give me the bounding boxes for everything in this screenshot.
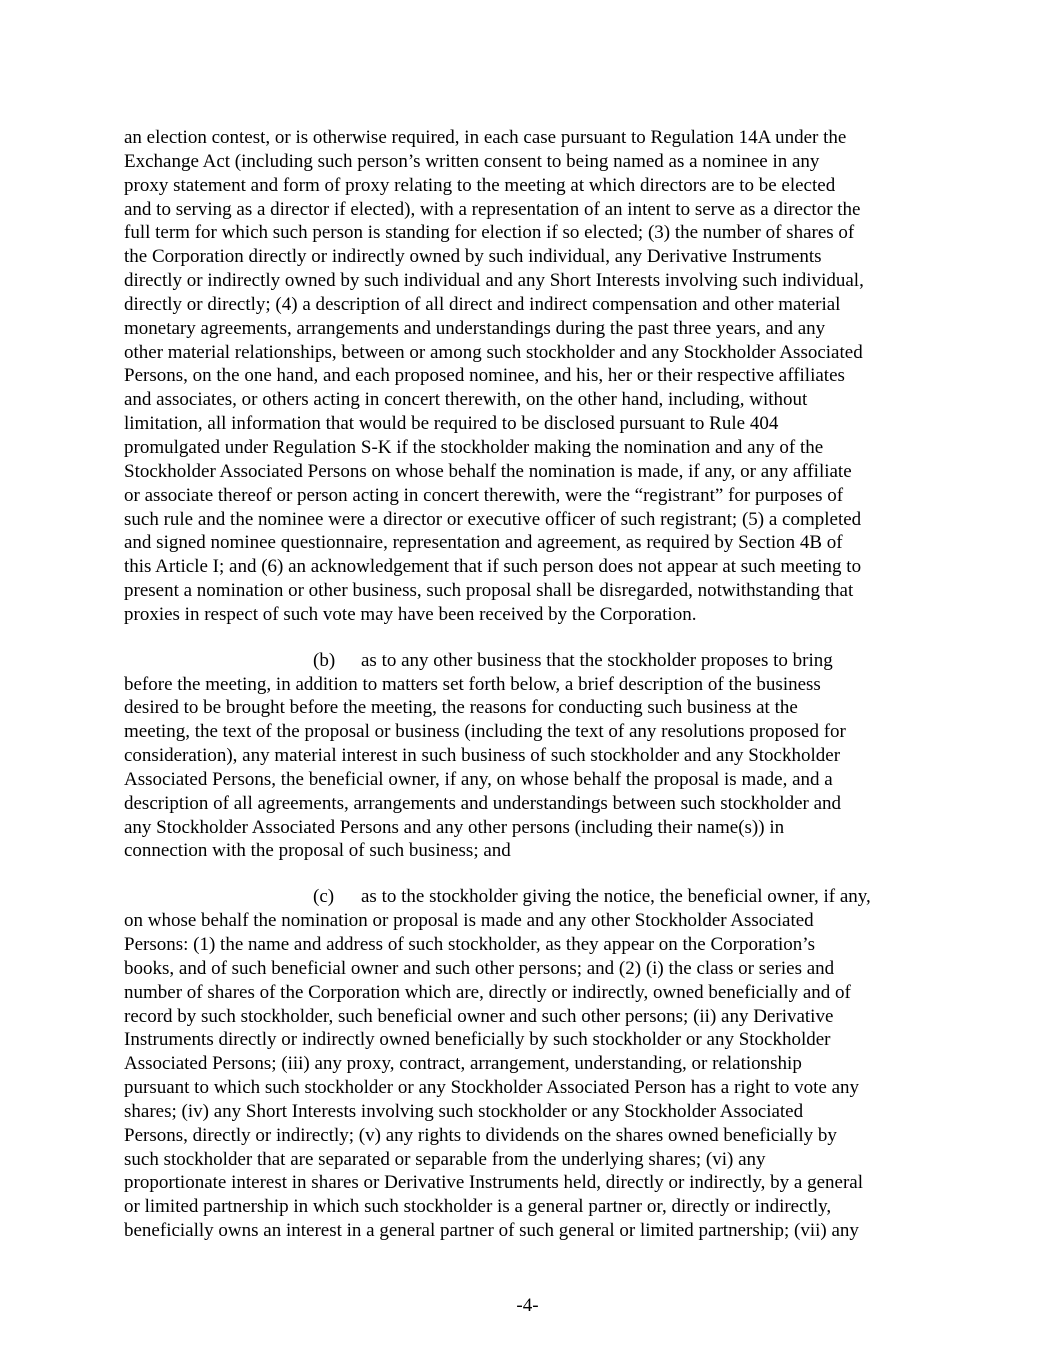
paragraph-c-first-line (124, 885, 936, 909)
text-line: other material relationships, between or among such stockholder and any Stockholder Associated (124, 341, 863, 363)
paragraph-b-first-line (124, 649, 936, 673)
text-line: an election contest, or is otherwise required, in each case pursuant to Regulation 14A under the (124, 127, 847, 148)
text-line: any Stockholder Associated Persons and any other persons (including their name(s)) in (124, 816, 785, 838)
text-line: or associate thereof or person acting in concert therewith, were the “registrant” for purposes of (124, 484, 844, 506)
text-line: monetary agreements, arrangements and understandings during the past three years, and any (124, 317, 826, 339)
text-line: Persons, on the one hand, and each proposed nominee, and his, her or their respective affiliates (124, 365, 845, 387)
text-line: number of shares of the Corporation which are, directly or indirectly, owned beneficially and of (124, 981, 851, 1003)
text-line: shares; (iv) any Short Interests involving such stockholder or any Stockholder Associated (124, 1100, 804, 1122)
text-line: Instruments directly or indirectly owned beneficially by such stockholder or any Stockholder (124, 1029, 831, 1051)
text-line: Associated Persons, the beneficial owner, if any, on whose behalf the proposal is made, and a (124, 768, 833, 790)
text-line: before the meeting, in addition to matters set forth below, a brief description of the business (124, 673, 821, 695)
text-line: full term for which such person is standing for election if so elected; (3) the number of shares of (124, 222, 855, 244)
text-line: desired to be brought before the meeting, the reasons for conducting such business at the (124, 697, 798, 719)
text-line: such stockholder that are separated or separable from the underlying shares; (vi) any (124, 1148, 766, 1170)
text-line: beneficially owns an interest in a general partner of such general or limited partnership; (vii) any (124, 1220, 859, 1242)
document-page (124, 126, 936, 1243)
text-line: limitation, all information that would be required to be disclosed pursuant to Rule 404 (124, 413, 779, 435)
text-line: and associates, or others acting in concert therewith, on the other hand, including, without (124, 389, 808, 411)
text-line: Persons, directly or indirectly; (v) any rights to dividends on the shares owned beneficially by (124, 1124, 837, 1146)
text-line: directly or indirectly owned by such individual and any Short Interests involving such individual, (124, 270, 864, 292)
text-line: present a nomination or other business, such proposal shall be disregarded, notwithstanding that (124, 580, 854, 602)
text-line: Persons: (1) the name and address of such stockholder, as they appear on the Corporation’s (124, 934, 815, 955)
text-line: and signed nominee questionnaire, representation and agreement, as required by Section 4B of (124, 532, 843, 554)
text-line: such rule and the nominee were a director or executive officer of such registrant; (5) a completed (124, 508, 862, 530)
text-line: promulgated under Regulation S-K if the stockholder making the nomination and any of the (124, 436, 824, 458)
text-line: description of all agreements, arrangements and understandings between such stockholder and (124, 792, 842, 814)
text-line: and to serving as a director if elected), with a representation of an intent to serve as a director the (124, 198, 861, 220)
text-line: connection with the proposal of such business; and (124, 840, 511, 862)
text-line: on whose behalf the nomination or proposal is made and any other Stockholder Associated (124, 910, 814, 932)
text-line: proportionate interest in shares or Derivative Instruments held, directly or indirectly, by a general (124, 1172, 863, 1194)
text-line: Stockholder Associated Persons on whose behalf the nomination is made, if any, or any affiliate (124, 460, 852, 482)
paragraph-b (124, 649, 936, 864)
text-line: proxies in respect of such vote may have been received by the Corporation. (124, 603, 697, 625)
text-line: books, and of such beneficial owner and such other persons; and (2) (i) the class or series and (124, 957, 835, 979)
text-line: meeting, the text of the proposal or business (including the text of any resolutions proposed for (124, 721, 846, 743)
text-line: Exchange Act (including such person’s written consent to being named as a nominee in any (124, 150, 820, 172)
paragraph-b-marker: (b) (313, 649, 336, 671)
page-number: -4- (516, 1295, 539, 1316)
text-line: this Article I; and (6) an acknowledgement that if such person does not appear at such meeting to (124, 556, 862, 578)
text-line: Associated Persons; (iii) any proxy, contract, arrangement, understanding, or relationship (124, 1053, 802, 1075)
text-line: the Corporation directly or indirectly owned by such individual, any Derivative Instruments (124, 246, 822, 268)
paragraph-c-marker: (c) (313, 886, 335, 908)
text-line: consideration), any material interest in such business of such stockholder and any Stockholder (124, 745, 841, 767)
paragraph-b-lead-text: as to any other business that the stockholder proposes to bring (361, 649, 833, 671)
text-line: directly or directly; (4) a description of all direct and indirect compensation and other material (124, 293, 841, 315)
paragraph-c (124, 885, 936, 1243)
paragraph-c-lead-text: as to the stockholder giving the notice, the beneficial owner, if any, (361, 886, 871, 908)
text-line: pursuant to which such stockholder or any Stockholder Associated Person has a right to vote any (124, 1077, 860, 1099)
paragraph-a-continuation (124, 126, 936, 627)
text-line: or limited partnership in which such stockholder is a general partner or, directly or indirectly, (124, 1196, 832, 1218)
text-line: proxy statement and form of proxy relating to the meeting at which directors are to be elected (124, 174, 836, 196)
text-line: record by such stockholder, such beneficial owner and such other persons; (ii) any Derivative (124, 1005, 834, 1027)
